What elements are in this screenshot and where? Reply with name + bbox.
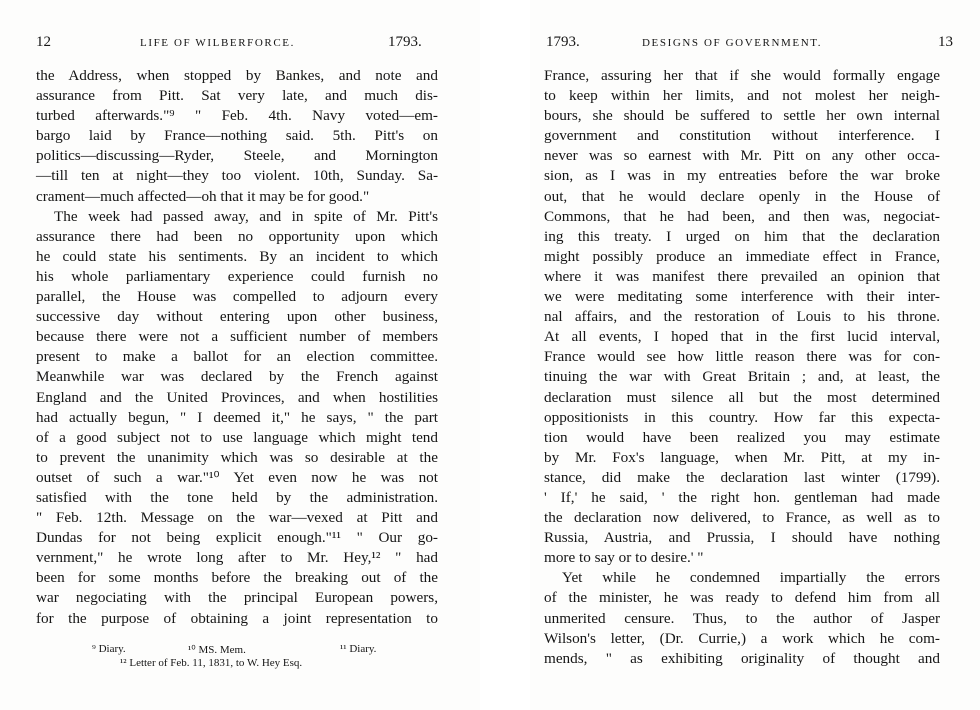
right-running-title: DESIGNS OF GOVERNMENT. [642, 37, 823, 49]
text-line: war negociating with the principal European powers, [36, 589, 438, 607]
right-body-text [544, 66, 940, 669]
book-gutter [480, 0, 530, 710]
text-line: to prevent the unanimity which was so desirable at the [36, 448, 438, 466]
text-line: Wilson's letter, (Dr. Currie,) a work which he com- [544, 629, 940, 647]
left-running-title: LIFE OF WILBERFORCE. [140, 37, 295, 49]
text-line: to keep within her limits, and not molest her neigh- [544, 87, 940, 105]
text-line: present to make a ballot for an election committee. [36, 348, 438, 366]
text-line: he could state his sentiments. By an incident to which [36, 247, 438, 265]
text-line: we were meditating some interference with their inter- [544, 288, 940, 306]
footnote-10: ¹⁰ MS. Mem. [188, 644, 246, 656]
left-page-number: 12 [36, 34, 51, 50]
text-line: Dundas for not being explicit enough."¹¹ " Our go- [36, 529, 438, 547]
text-line: France, assuring her that if she would formally engage [544, 67, 940, 84]
footnote-11: ¹¹ Diary. [340, 643, 377, 655]
text-line: by Mr. Fox's language, when Mr. Pitt, at my in- [544, 448, 940, 466]
left-page [0, 0, 480, 710]
text-line: turbed afterwards."⁹ " Feb. 4th. Navy voted—em- [36, 107, 438, 125]
text-line: bargo laid by France—nothing said. 5th. Pitt's on [36, 127, 438, 145]
text-line: of the minister, he was ready to defend him from all [544, 589, 940, 607]
text-line: had actually begun, " I deemed it," he says, " the part [36, 408, 438, 426]
text-line: stance, did make the declaration last winter (1799). [544, 468, 940, 486]
text-line: for the purpose of obtaining a joint representation to [36, 609, 438, 627]
text-line: outset of such a war."¹⁰ Yet even now he was not [36, 468, 438, 486]
text-line: At all events, I hoped that in the first lucid interval, [544, 328, 940, 346]
footnote-12: ¹² Letter of Feb. 11, 1831, to W. Hey Esq. [120, 657, 303, 669]
text-line: Commons, that he had been, and then was, negociat- [544, 207, 940, 225]
text-line: Yet while he condemned impartially the errors [562, 569, 940, 587]
text-line: Meanwhile war was declared by the French against [36, 368, 438, 386]
text-line: more to say or to desire.' " [544, 549, 704, 567]
text-line: the Address, when stopped by Bankes, and note and [36, 67, 438, 84]
text-line: of a good subject not to use language which might tend [36, 428, 438, 446]
left-header-year: 1793. [388, 34, 422, 50]
text-line: ' If,' he said, ' the right hon. gentleman had made [544, 488, 940, 506]
text-line: sion, as I was in my entreaties before the war broke [544, 167, 940, 185]
text-line: France would see how little reason there was for con- [544, 348, 940, 366]
text-line: been for some months before the breaking out of the [36, 569, 438, 587]
text-line: ing this treaty. I urged on him that the declaration [544, 227, 940, 245]
right-page-header [546, 34, 966, 56]
text-line: tinuing the war with Great Britain ; and, at least, the [544, 368, 940, 386]
text-line: The week had passed away, and in spite of Mr. Pitt's [54, 207, 438, 225]
text-line: his whole parliamentary experience could furnish no [36, 267, 438, 285]
text-line: oppositionists in this country. How far this expecta- [544, 408, 940, 426]
text-line: never was so earnest with Mr. Pitt on any other occa- [544, 147, 940, 165]
right-page [530, 0, 980, 710]
left-footnotes [0, 643, 480, 673]
text-line: unmerited censure. Thus, to the author of Jasper [544, 609, 940, 627]
text-line: —till ten at night—they too violent. 10th, Sunday. Sa- [36, 167, 438, 185]
text-line: successive day without entering upon other business, [36, 308, 438, 326]
text-line: crament—much affected—oh that it may be for good." [36, 187, 370, 205]
text-line: declaration must silence all but the most determined [544, 388, 940, 406]
text-line: because there were not a sufficient number of members [36, 328, 438, 346]
text-line: nal affairs, and the restoration of Louis to his throne. [544, 308, 940, 326]
text-line: assurance there had been no opportunity upon which [36, 227, 438, 245]
text-line: tion would have been realized you may estimate [544, 428, 940, 446]
left-body-text [36, 66, 438, 629]
text-line: satisfied with the tone held by the administration. [36, 488, 438, 506]
text-line: Russia, Austria, and Prussia, I should have nothing [544, 529, 940, 547]
text-line: assurance from Pitt. Sat very late, and much dis- [36, 87, 438, 105]
right-header-year: 1793. [546, 34, 580, 50]
text-line: the declaration now delivered, to France, as well as to [544, 509, 940, 527]
text-line: " Feb. 12th. Message on the war—vexed at Pitt and [36, 509, 438, 527]
text-line: bours, she should be suffered to settle her own internal [544, 107, 940, 125]
text-line: England and the United Provinces, and when hostilities [36, 388, 438, 406]
text-line: parallel, the House was compelled to adjourn every [36, 288, 438, 306]
text-line: where it was manifest there prevailed an opinion that [544, 267, 940, 285]
text-line: out, that he would declare openly in the House of [544, 187, 940, 205]
text-line: government and constitution without interference. I [544, 127, 940, 145]
text-line: mends, " as exhibiting originality of thought and [544, 649, 940, 667]
text-line: might possibly produce an immediate effect in France, [544, 247, 940, 265]
text-line: politics—discussing—Ryder, Steele, and Mornington [36, 147, 438, 165]
right-page-number: 13 [938, 34, 953, 50]
footnote-9: ⁹ Diary. [92, 643, 126, 655]
text-line: vernment," he wrote long after to Mr. Hey,¹² " had [36, 549, 438, 567]
left-page-header [36, 34, 440, 56]
